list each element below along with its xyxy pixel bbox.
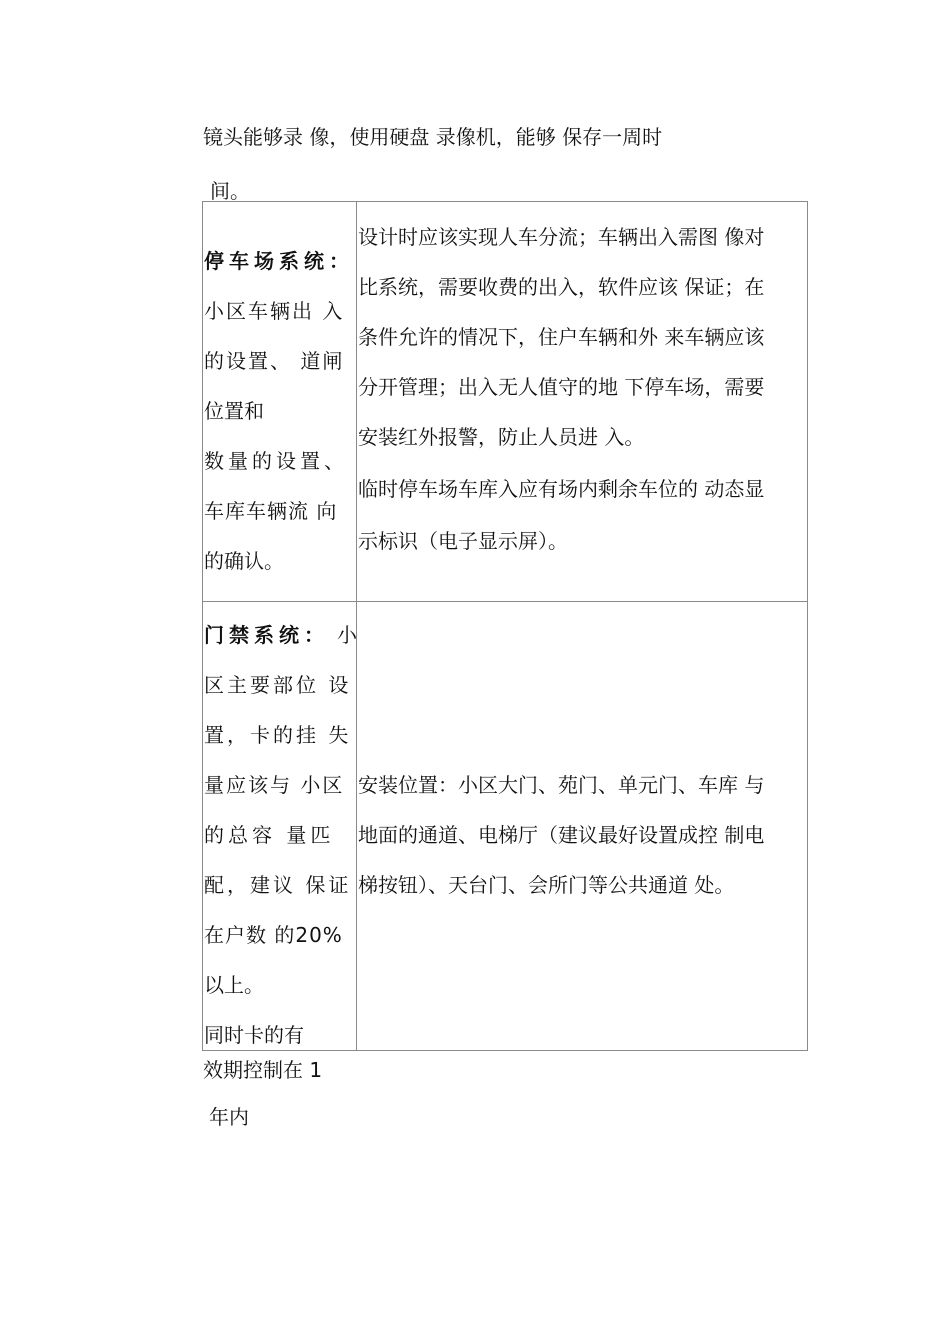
parking-label-line: 的设置、 道闸 [204, 349, 345, 373]
parking-label-line: 数量的设置、 [204, 449, 348, 473]
parking-label-line: 车库车辆流 向 [204, 499, 338, 523]
parking-description-line: 安装红外报警，防止人员进 入。 [358, 425, 645, 449]
access-label-cell [203, 602, 357, 1051]
access-label-line: 以上。 [204, 973, 264, 997]
access-label-line: 置，卡的挂 失 [204, 723, 352, 747]
access-label-line: 同时卡的有 [204, 1023, 304, 1047]
access-control-title: 门禁系统： [204, 623, 329, 647]
access-label-line: 的总容 量匹 [204, 823, 335, 847]
parking-description-line: 条件允许的情况下，住户车辆和外 来车辆应该 [358, 325, 765, 349]
parking-label-line: 小区车辆出 入 [204, 299, 345, 323]
parking-label-cell [203, 202, 357, 602]
intro-line-1: 镜头能够录 像，使用硬盘 录像机，能够 保存一周时 [203, 125, 663, 149]
access-description-line: 梯按钮）、天台门、会所门等公共通道 处。 [358, 873, 735, 897]
parking-label-line: 的确认。 [204, 549, 284, 573]
access-label-line: 配，建议 保证 [204, 873, 352, 897]
outro-line-1: 效期控制在 1 [203, 1058, 323, 1082]
parking-description-line: 临时停车场车库入应有场内剩余车位的 动态显 [358, 477, 765, 501]
table-row-parking [203, 202, 808, 602]
spec-table [202, 201, 808, 1051]
parking-description-line: 比系统，需要收费的出入，软件应该 保证；在 [358, 275, 765, 299]
parking-description-line: 示标识（电子显示屏）。 [358, 529, 568, 553]
access-label-line: 在户数 的20% [204, 923, 343, 947]
outro-line-2: 年内 [209, 1105, 249, 1129]
access-title-tail: 小 [337, 623, 357, 647]
parking-description-cell [357, 202, 808, 602]
access-description-line: 地面的通道、电梯厅（建议最好设置成控 制电 [358, 823, 765, 847]
access-label-line: 量应该与 小区 [204, 773, 345, 797]
parking-description-line: 分开管理；出入无人值守的地 下停车场，需要 [358, 375, 765, 399]
access-label-line: 区主要部位 设 [204, 673, 352, 697]
intro-line-2: 间。 [210, 179, 250, 203]
access-description-cell [357, 602, 808, 1051]
table-row-access-control [203, 602, 808, 1051]
parking-system-title: 停车场系统： [204, 249, 354, 273]
parking-label-line: 位置和 [204, 399, 264, 423]
parking-description-line: 设计时应该实现人车分流；车辆出入需图 像对 [358, 225, 765, 249]
access-title-line [204, 610, 357, 660]
access-description-line: 安装位置：小区大门、苑门、单元门、车库 与 [358, 773, 765, 797]
